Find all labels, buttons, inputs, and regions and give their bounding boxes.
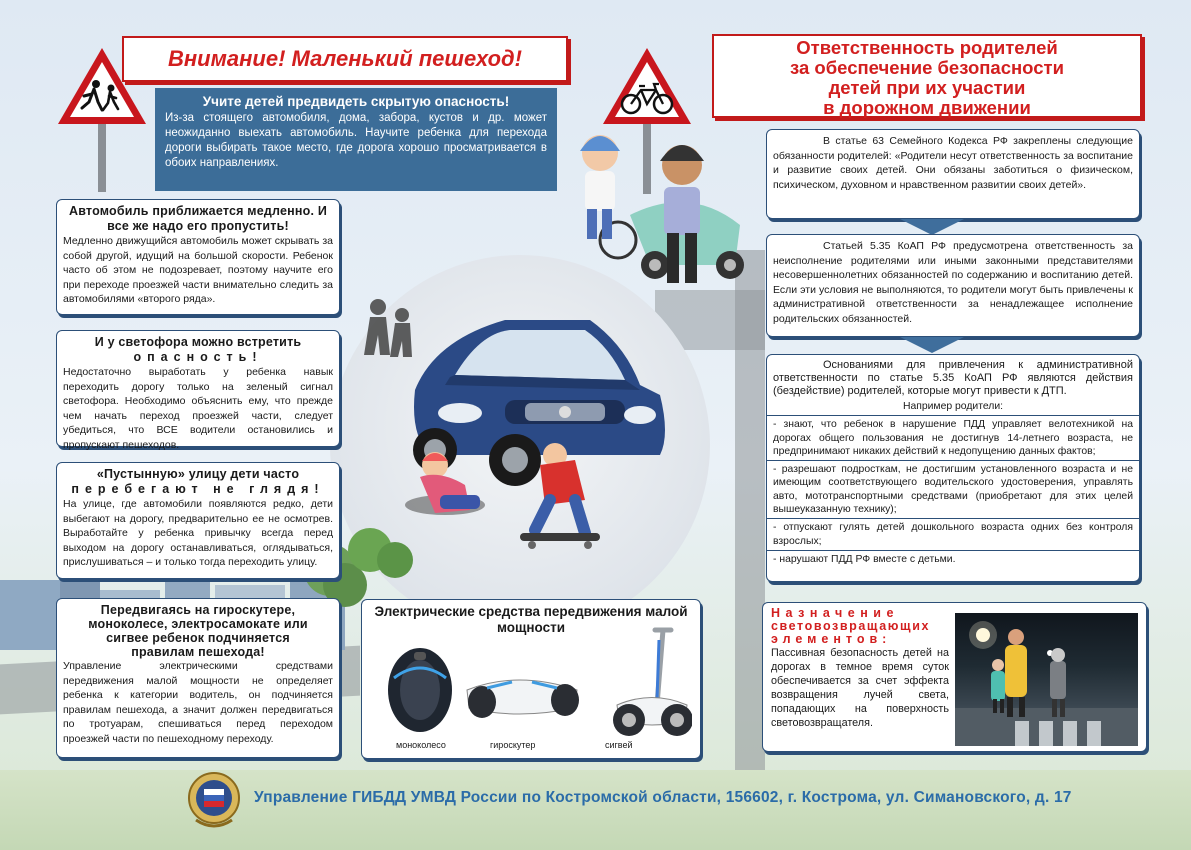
title-right-line-3: детей при их участии [828,77,1026,98]
card-grounds-item-3: - отпускают гулять детей дошкольного возраста одних без контроля взрослых; [773,522,1133,547]
card-grounds [766,354,1140,582]
reflectors-text: Пассивная безопасность детей на дорогах в темное время суток обеспечивается за счет эффекта возвращения лучей света, попадающих на поверхность световозвращателя. [771,647,949,729]
card-grounds-example: Например родители: [902,401,1004,412]
title-right-line-4: в дорожном движении [823,97,1031,118]
arrow-down-icon [900,337,964,353]
reflectors-heading-3: элементов: [771,632,892,646]
hidden-danger-info [155,88,557,191]
car-and-children-illustration [340,285,700,585]
reflectors-heading-2: световозвращающих [771,619,931,633]
hidden-danger-text: Из-за стоящего автомобиля, дома, забора, кустов и др. может неожиданно выехать автомобиль. Научите ребенка для перехода дороги выбирать такое место, где дорога хорошо просматривается в обоих направлениях. [165,112,547,169]
card-traffic-light-heading: И у светофора можно встретить [94,335,302,349]
divider [767,460,1139,461]
arrow-down-icon [900,219,964,235]
card-traffic-light-heading-2: опасность! [133,350,263,364]
night-photo-scene [955,613,1138,746]
card-slow-car [56,199,340,315]
page-title-left: Внимание! Маленький пешеход! [122,36,568,82]
card-traffic-light [56,330,340,451]
card-gyroscooter [56,598,340,758]
title-right-line-2: за обеспечение безопасности [790,57,1064,78]
card-family-code-text: В статье 63 Семейного Кодекса РФ закреплены следующие обязанности родителей: «Родители несут ответственность за воспитание и развитие своих детей. Они обязаны заботиться о физическом, психическом, духовном и нравственном развитии своих детей». [773,135,1133,191]
card-traffic-light-text: Недостаточно выработать у ребенка навык переходить дорогу только на зеленый сигнал светофора. Необходимо объяснить ему, что прежде чем начать переход проезжей части, следует убедиться, что ВСЕ водители остановились и пропускают пешеходов. [63,366,333,451]
card-gyroscooter-text: Управление электрическими средствами передвижения малой мощности не определяет ребенка к категории водитель, он подчиняется правилам пешехода, а значит должен передвигаться по тротуарам, спешиваться перед переходом проезжей части по пешеходному переходу. [63,660,333,745]
divider [767,518,1139,519]
gibdd-emblem-icon [186,770,242,832]
divider [767,550,1139,551]
electric-devices-panel [361,599,701,759]
card-grounds-item-1: - знают, что ребенок в нарушение ПДД управляет велотехникой на дорогах общего пользования не достигнув 14-летнего возраста, не предпринимают никаких действий к недопущению данных фактов; [773,419,1133,457]
footer-band [0,770,1191,850]
electric-devices-heading: Электрические средства передвижения малой мощности [374,604,688,635]
card-grounds-item-2: - разрешают подросткам, не достигшим установленного возраста и не имеющим соответствующего водительского удостоверения, управлять авто, мототранспортными средствами (приобретают для этих целей вышеуказанную технику); [773,464,1133,516]
segway-label: сигвей [605,740,633,750]
hidden-danger-heading: Учите детей предвидеть скрытую опасность! [202,94,510,109]
page-title-right [712,34,1142,118]
gyroscooter-icon [457,660,587,730]
card-empty-street-text: На улице, где автомобили появляются редко, дети выбегают на дорогу, предварительно ее не осмотрев. Выработайте у ребенка привычку всегда перед выходом на дорогу останавливаться, оглядываться, прислушиваться – и только тогда переходить улицу. [63,498,333,568]
kids-with-bikes-illustration [570,115,760,290]
card-slow-car-heading: Автомобиль приближается медленно. И все же надо его пропустить! [68,204,328,233]
footer-address: Управление ГИБДД УМВД России по Костромской области, 156602, г. Кострома, ул. Симановского, д. 17 [254,789,1072,806]
card-koap-article-text: Статьей 5.35 КоАП РФ предусмотрена ответственность за неисполнение родителями или иными законными представителями несовершеннолетних обязанностей по содержанию и воспитанию детей. Если эти условия не выполняются, то родители могут быть привлечены к административной ответственности за ненадлежащее исполнение родительских обязанностей. [773,240,1133,325]
card-grounds-intro: Основаниями для привлечения к административной ответственности по статье 5.35 КоАП РФ являются действия (бездействие) родителей, которые могут привести к ДТП. [773,359,1133,397]
divider [767,415,1139,416]
night-reflector-photo [955,613,1138,746]
card-slow-car-text: Медленно движущийся автомобиль может скрывать за собой другой, идущий на большой скорости. Ребенок часто об этом не подозревает, поэтому научите его при переходе проезжей части внимательно следить за автомобилями «второго ряда». [63,235,333,305]
card-empty-street-heading: «Пустынную» улицу дети часто [96,467,300,481]
segway-icon [607,620,692,745]
card-empty-street [56,462,340,579]
monowheel-label: моноколесо [396,740,446,750]
reflectors-heading-1: Назначение [771,606,899,620]
card-empty-street-heading-2: перебегают не глядя! [71,482,325,496]
card-family-code [766,129,1140,219]
gyroscooter-label: гироскутер [490,740,536,750]
monowheel-icon [380,638,460,738]
card-koap-article [766,234,1140,337]
title-right-line-1: Ответственность родителей [796,37,1058,58]
card-gyroscooter-heading: Передвигаясь на гироскутере, моноколесе, электросамокате или сигвее ребенок подчиняется правилам пешехода! [88,603,308,659]
card-grounds-item-4: - нарушают ПДД РФ вместе с детьми. [773,553,956,565]
